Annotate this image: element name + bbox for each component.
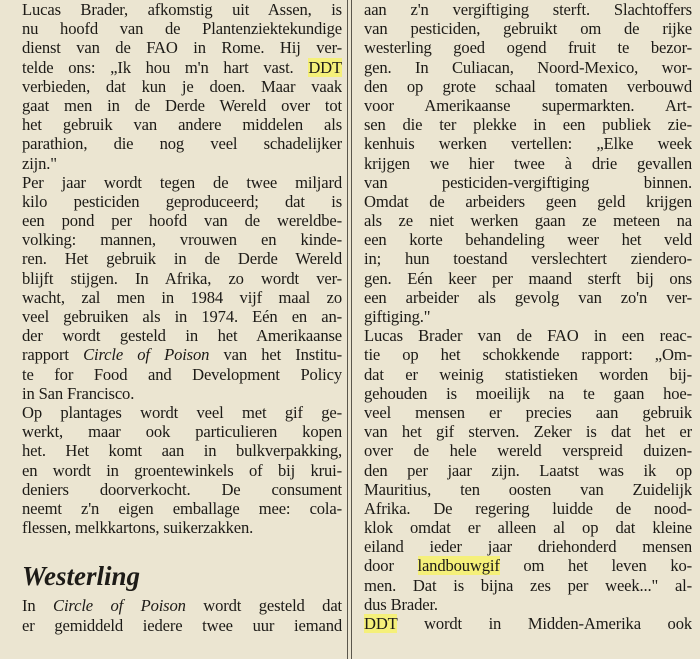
text-run: kenhuis werken vertellen: „Elke week — [364, 134, 692, 154]
text-run: gaat men in de Derde Wereld over tot — [22, 95, 342, 115]
text-run: flessen, melkkartons, suikerzakken. — [22, 518, 254, 538]
text-line — [22, 211, 342, 230]
text-line — [22, 345, 342, 364]
text-line — [22, 173, 342, 192]
text-line — [364, 345, 692, 364]
text-run: men. Dat is bijna zes per week..." al- — [364, 575, 692, 595]
text-run: en wordt in groentewinkels of bij krui- — [22, 460, 342, 480]
text-run: verbieden, dat kun je doen. Maar vaak — [22, 76, 342, 96]
text-line — [364, 595, 692, 614]
text-run: in San Francisco. — [22, 383, 135, 403]
text-run: blijft stijgen. In Afrika, zo wordt ver- — [22, 268, 342, 288]
text-run: gehouden is moeilijk na te gaan hoe- — [364, 383, 692, 403]
text-run: voor Amerikaanse supermarkten. Art- — [364, 95, 692, 115]
text-run: dus Brader. — [364, 594, 438, 614]
right-column-text — [364, 0, 692, 633]
text-line — [22, 96, 342, 115]
text-run: wordt gesteld dat — [185, 596, 342, 616]
text-line — [22, 441, 342, 460]
highlighted-term: DDT — [308, 57, 342, 77]
text-run: Per jaar wordt tegen de twee miljard — [22, 172, 342, 192]
text-run: aan z'n vergiftiging sterft. Slachtoffers — [364, 0, 692, 19]
text-line — [364, 422, 692, 441]
left-column-text-after-heading — [22, 596, 342, 634]
text-line — [22, 480, 342, 499]
text-line — [364, 518, 692, 537]
text-line — [364, 326, 692, 345]
text-run: het gebruik van andere middelen als — [22, 115, 342, 135]
text-line — [364, 384, 692, 403]
section-gap — [22, 537, 342, 556]
text-run: door — [364, 556, 418, 576]
text-line — [364, 499, 692, 518]
text-run: van pesticiden, gebruikt om de rijke — [364, 19, 692, 39]
text-run: Lucas Brader van de FAO in een reac- — [364, 326, 692, 346]
text-line — [22, 249, 342, 268]
italic-title: Circle of Poison — [53, 596, 186, 616]
text-line — [22, 19, 342, 38]
highlighted-term: landbouwgif — [417, 556, 500, 576]
text-line — [22, 154, 342, 173]
text-run: een pond per hoofd van de wereldbe- — [22, 211, 342, 231]
text-run: zijn." — [22, 153, 57, 173]
text-run: eiland ieder jaar driehonderd mensen — [364, 537, 692, 557]
text-run: er gemiddeld iedere twee uur iemand — [22, 615, 342, 635]
italic-title: Circle of Poison — [83, 345, 210, 365]
text-line — [22, 422, 342, 441]
text-line — [364, 173, 692, 192]
text-line — [22, 269, 342, 288]
left-column — [0, 0, 348, 635]
text-line — [22, 616, 342, 635]
text-line — [364, 365, 692, 384]
text-line — [364, 288, 692, 307]
subheading: Westerling — [22, 561, 141, 592]
text-line — [364, 77, 692, 96]
text-run: giftiging." — [364, 307, 431, 326]
text-line — [22, 288, 342, 307]
text-line — [22, 403, 342, 422]
text-line — [364, 154, 692, 173]
text-run: het. Het komt aan in bulkverpakking, — [22, 441, 342, 461]
text-run: in; hun toestand verslechtert ziendero- — [364, 249, 692, 269]
text-run: den per jaar zijn. Laatst was ik op — [364, 460, 692, 480]
text-line — [22, 596, 342, 615]
text-run: den op grote schaal tomaten verbouwd — [364, 76, 692, 96]
text-line — [22, 38, 342, 57]
text-run: van pesticiden-vergiftiging binnen. — [364, 172, 692, 192]
text-run: Omdat de arbeiders geen geld krijgen — [364, 191, 692, 211]
text-run: als ze niet werken gaan ze meteen na — [364, 211, 692, 231]
text-run: gen. Eén keer per maand sterft bij ons — [364, 268, 692, 288]
text-run: Lucas Brader, afkomstig uit Assen, is — [22, 0, 342, 19]
text-line — [364, 211, 692, 230]
text-run: gen. In Culiacan, Noord-Mexico, wor- — [364, 57, 692, 77]
text-run: dienst van de FAO in Rome. Hij ver- — [22, 38, 342, 58]
text-run: tie op het schokkende rapport: „Om- — [364, 345, 692, 365]
text-line — [22, 134, 342, 153]
text-run: westerling goed ogend fruit te bezor- — [364, 38, 692, 58]
text-run: over de hele wereld verspreid duizen- — [364, 441, 692, 461]
text-run: veel gebruiken als in 1974. Eén en an- — [22, 307, 342, 326]
text-run: parathion, die nog veel schadelijker — [22, 134, 342, 154]
right-column — [352, 0, 700, 633]
text-line — [22, 58, 342, 77]
text-run: van het Institu- — [209, 345, 342, 365]
text-run: veel mensen er precies aan gebruik — [364, 402, 692, 422]
text-run: werkt, maar ook particulieren kopen — [22, 422, 342, 442]
text-line — [364, 269, 692, 288]
text-line — [364, 19, 692, 38]
text-run: In — [22, 596, 54, 616]
text-line — [364, 230, 692, 249]
text-line — [364, 192, 692, 211]
text-line — [22, 499, 342, 518]
text-line — [364, 403, 692, 422]
text-line — [22, 77, 342, 96]
text-run: sen die ter plekke in een publiek zie- — [364, 115, 692, 135]
text-line — [22, 192, 342, 211]
text-line — [22, 461, 342, 480]
text-run: Op plantages wordt veel met gif ge- — [22, 402, 342, 422]
text-run: Mauritius, ten oosten van Zuidelijk — [364, 479, 692, 499]
column-rule — [347, 0, 348, 659]
text-line — [364, 38, 692, 57]
text-line — [364, 480, 692, 499]
text-line — [364, 556, 692, 575]
highlighted-term: DDT — [364, 614, 398, 633]
text-line — [364, 576, 692, 595]
text-run: een korte behandeling weer het veld — [364, 230, 692, 250]
text-line — [22, 518, 342, 537]
text-line — [364, 537, 692, 556]
text-run: deniers doorverkocht. De consument — [22, 479, 342, 499]
text-line — [364, 0, 692, 19]
text-line — [364, 249, 692, 268]
text-line — [22, 384, 342, 403]
text-line — [364, 58, 692, 77]
text-line — [364, 96, 692, 115]
text-run: klok omdat er alleen al op dat kleine — [364, 518, 692, 538]
text-run: wacht, zal men in 1984 vijf maal zo — [22, 287, 342, 307]
text-line — [364, 134, 692, 153]
text-run: telde ons: „Ik hou m'n hart vast. — [22, 57, 309, 77]
text-run: rapport — [22, 345, 84, 365]
text-run: kilo pesticiden geproduceerd; dat is — [22, 191, 342, 211]
text-run: een arbeider als gevolg van zo'n ver- — [364, 287, 692, 307]
text-run: van het gif sterven. Zeker is dat het er — [364, 422, 692, 442]
text-run: krijgen we hier twee à drie gevallen — [364, 153, 692, 173]
text-run: volking: mannen, vrouwen en kinde- — [22, 230, 342, 250]
text-line — [364, 441, 692, 460]
text-line — [364, 614, 692, 633]
text-run: dat er weinig statistieken worden bij- — [364, 364, 692, 384]
text-run: ren. Het gebruik in de Derde Wereld — [22, 249, 342, 269]
text-line — [364, 307, 692, 326]
text-run: Afrika. De regering luidde de nood- — [364, 498, 692, 518]
text-line — [22, 0, 342, 19]
text-line — [364, 461, 692, 480]
text-line — [364, 115, 692, 134]
left-column-text — [22, 0, 342, 537]
text-run: om het leven ko- — [499, 556, 692, 576]
text-line — [22, 307, 342, 326]
text-run: wordt in Midden-Amerika ook — [397, 614, 692, 633]
text-run: der wordt gesteld in het Amerikaanse — [22, 326, 342, 346]
text-run: neemt z'n eigen emballage mee: cola- — [22, 498, 342, 518]
text-run: te for Food and Development Policy — [22, 364, 342, 384]
text-line — [22, 115, 342, 134]
text-line — [22, 230, 342, 249]
text-run: nu hoofd van de Plantenziektekundige — [22, 19, 342, 39]
text-line — [22, 365, 342, 384]
text-line — [22, 326, 342, 345]
